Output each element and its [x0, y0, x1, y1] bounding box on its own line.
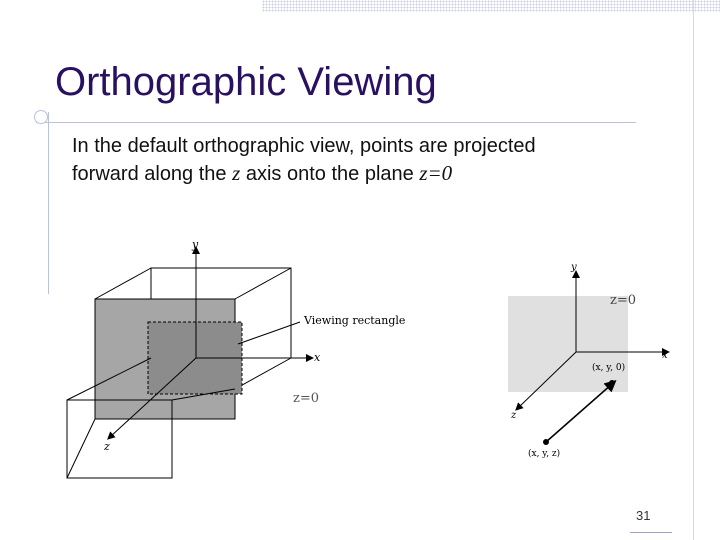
body-text-part-1: In the default orthographic view, points are projected forward along the — [72, 135, 536, 185]
decorative-horizontal-line — [36, 122, 636, 123]
view-volume-diagram — [60, 232, 440, 482]
plane-label-right: z=0 — [610, 293, 637, 308]
decorative-dot-band — [262, 0, 720, 12]
page-number: 31 — [636, 508, 651, 523]
plane-label-left: z=0 — [293, 391, 320, 406]
projected-point-label: (x, y, 0) — [592, 363, 626, 373]
decorative-right-line — [693, 0, 694, 540]
body-text — [72, 133, 542, 188]
body-variable-plane: z=0 — [419, 161, 453, 185]
page-number-rule — [630, 532, 672, 533]
z-axis-label-right: z — [511, 410, 517, 421]
body-variable-z: z — [232, 161, 241, 185]
projection-arrow — [546, 384, 612, 442]
original-point — [543, 439, 549, 445]
viewing-rectangle-label: Viewing rectangle — [304, 314, 406, 327]
y-axis-label-right: y — [571, 262, 577, 273]
z-axis-label-left: z — [104, 440, 110, 453]
decorative-vertical-line — [48, 112, 49, 294]
x-axis-label-right: x — [662, 350, 668, 361]
decorative-circle-icon — [34, 110, 48, 124]
original-point-label: (x, y, z) — [528, 449, 561, 459]
y-axis-label-left: y — [192, 238, 199, 251]
body-text-part-2: axis onto the plane — [240, 163, 420, 185]
z0-plane-right — [508, 296, 628, 392]
projected-point — [609, 380, 615, 386]
slide-title: Orthographic Viewing — [55, 60, 437, 104]
projection-diagram — [494, 256, 679, 471]
x-axis-label-left: x — [314, 351, 321, 364]
